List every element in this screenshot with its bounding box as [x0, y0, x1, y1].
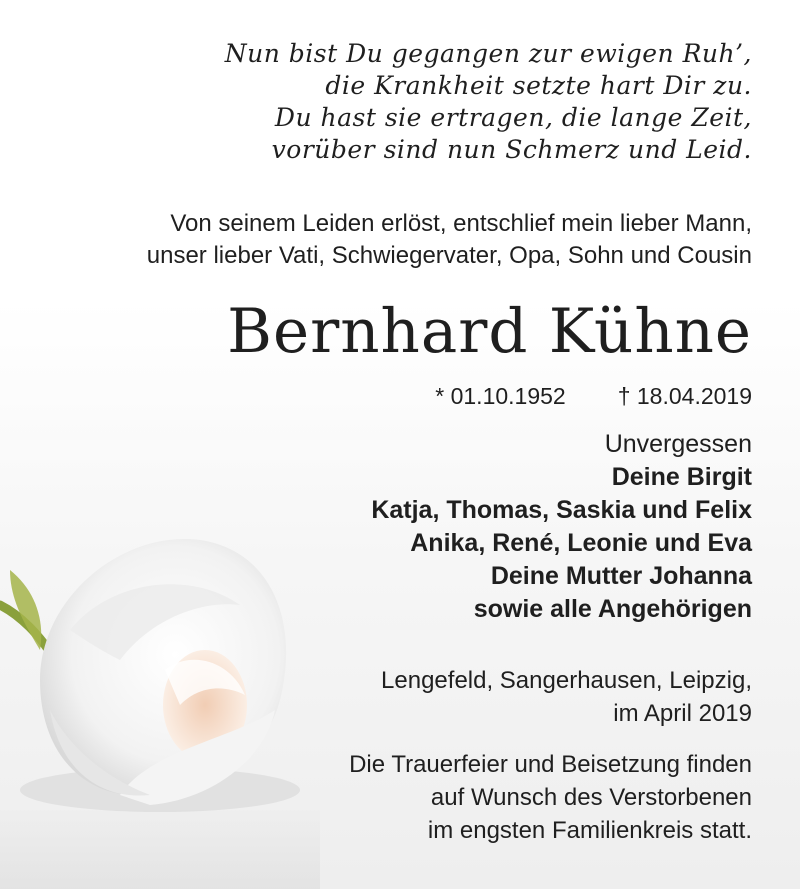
poem-verse	[225, 38, 752, 166]
funeral-line: auf Wunsch des Verstorbenen	[430, 784, 752, 811]
funeral-line: im engsten Familienkreis statt.	[427, 817, 752, 844]
poem-line: Nun bist Du gegangen zur ewigen Ruh’,	[224, 39, 752, 68]
mourner-entry: Anika, René, Leonie und Eva	[410, 529, 752, 557]
white-rose-icon	[0, 510, 320, 889]
birth-date: * 01.10.1952	[435, 383, 566, 409]
poem-line: die Krankheit setzte hart Dir zu.	[325, 71, 752, 100]
mourner-entry: Katja, Thomas, Saskia und Felix	[371, 496, 752, 524]
life-dates	[435, 380, 752, 412]
place-and-date	[381, 664, 752, 730]
intro-line: unser lieber Vati, Schwiegervater, Opa, Sohn und Cousin	[146, 242, 752, 269]
deceased-name: Bernhard Kühne	[227, 296, 752, 367]
mourners-list	[371, 428, 752, 626]
funeral-notice	[349, 748, 752, 847]
mourner-entry: Deine Mutter Johanna	[490, 562, 752, 590]
place-line: im April 2019	[613, 700, 752, 727]
death-date: † 18.04.2019	[617, 383, 752, 409]
mourner-entry: Deine Birgit	[611, 463, 752, 491]
poem-line: vorüber sind nun Schmerz und Leid.	[271, 135, 752, 164]
intro-text	[147, 208, 752, 272]
mourner-entry: sowie alle Angehörigen	[473, 595, 752, 623]
poem-line: Du hast sie ertragen, die lange Zeit,	[274, 103, 752, 132]
funeral-line: Die Trauerfeier und Beisetzung finden	[349, 751, 752, 778]
place-line: Lengefeld, Sangerhausen, Leipzig,	[381, 667, 752, 694]
intro-line: Von seinem Leiden erlöst, entschlief mein lieber Mann,	[170, 210, 752, 237]
mourners-lead: Unvergessen	[604, 430, 752, 458]
